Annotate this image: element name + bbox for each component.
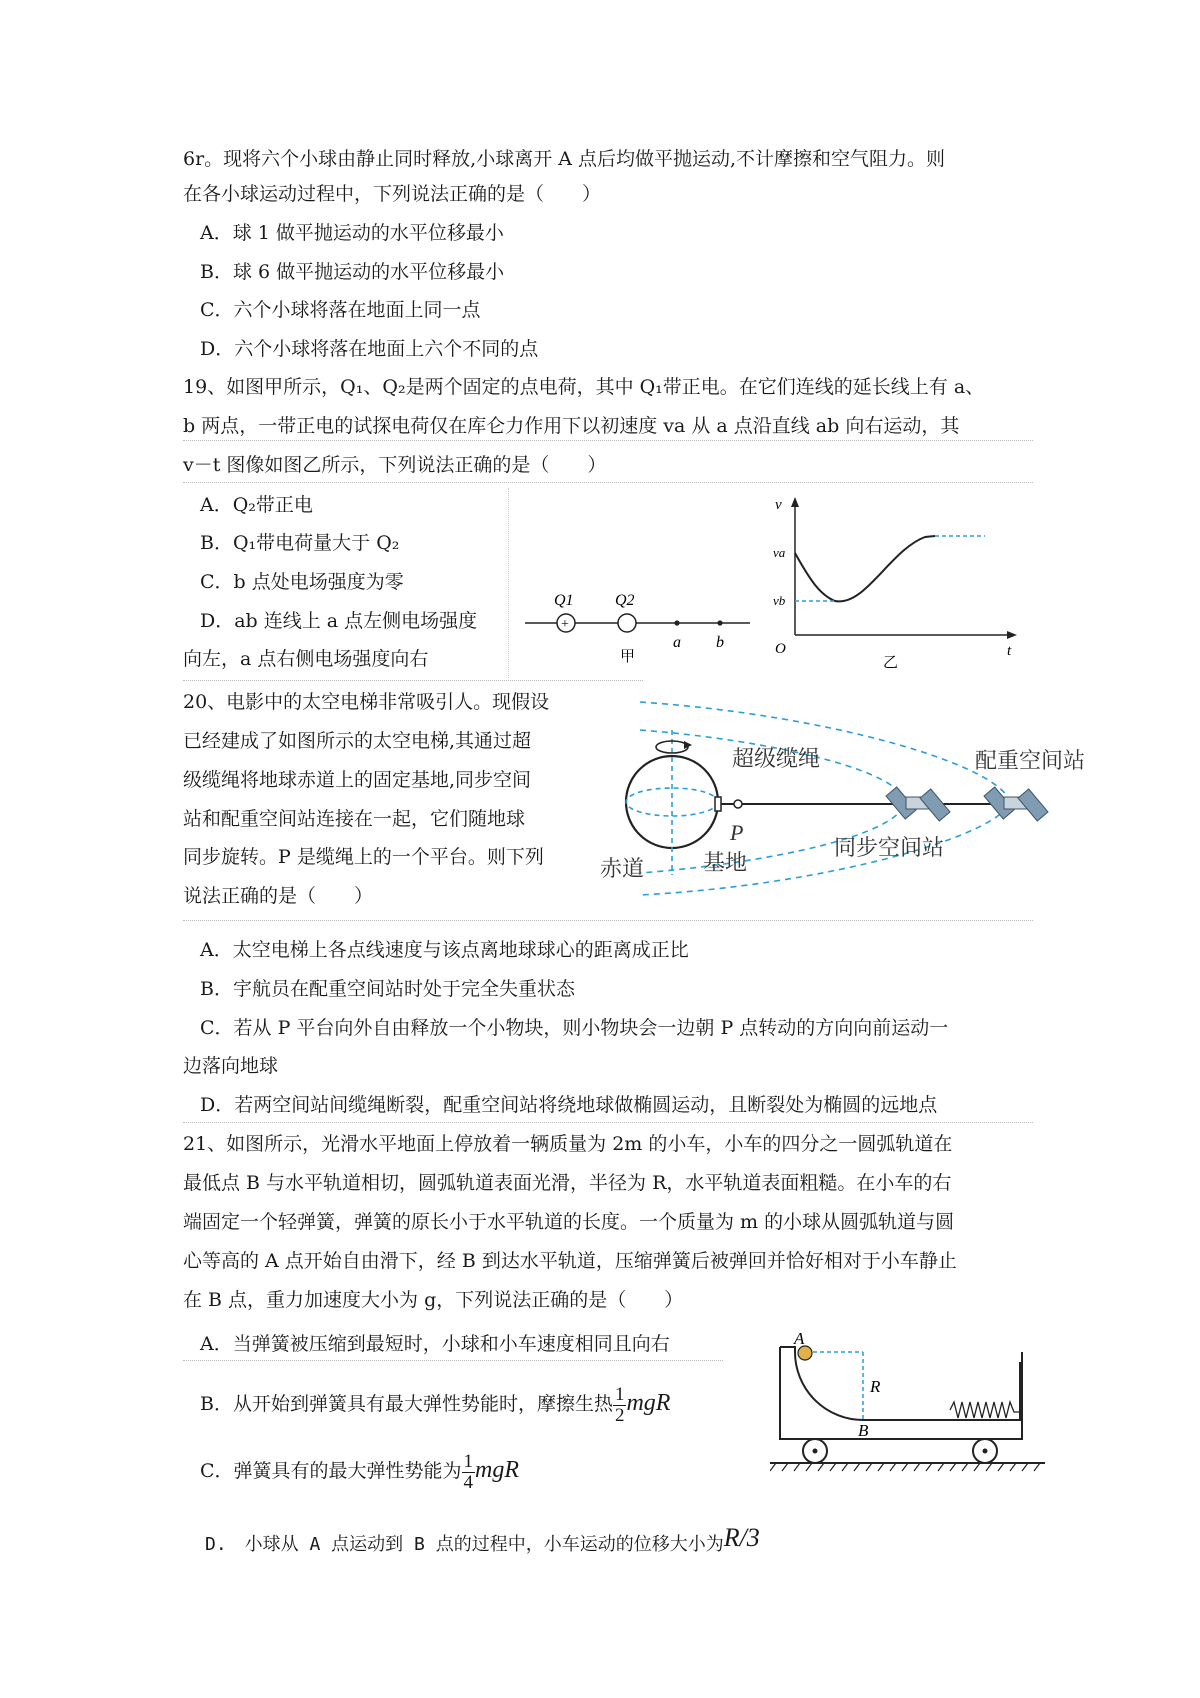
- q21-option-a: A．当弹簧被压缩到最短时，小球和小车速度相同且向右: [200, 1333, 670, 1355]
- q19-option-d-line2: 向左，a 点右侧电场强度向右: [183, 648, 429, 670]
- q20-option-c-line1: C．若从 P 平台向外自由释放一个小物块，则小物块会一边朝 P 点转动的方向向前运动一: [200, 1017, 949, 1039]
- divider: [183, 1360, 723, 1361]
- q18-option-c: C．六个小球将落在地面上同一点: [200, 299, 481, 321]
- q18-intro-line1: 6r。现将六个小球由静止同时释放,小球离开 A 点后均做平抛运动,不计摩擦和空气阻力。则: [183, 148, 946, 170]
- q20-stem-line6: 说法正确的是（ ）: [183, 885, 374, 907]
- a-label: a: [673, 634, 681, 651]
- q20-option-b: B．宇航员在配重空间站时处于完全失重状态: [200, 978, 575, 1000]
- q20-stem-line4: 站和配重空间站连接在一起，它们随地球: [183, 808, 526, 830]
- b-label: b: [716, 634, 724, 651]
- divider: [183, 440, 1033, 441]
- q18-option-d: D．六个小球将落在地面上六个不同的点: [200, 338, 539, 360]
- vb-label: vb: [773, 593, 786, 608]
- q19-stem-line2: b 两点，一带正电的试探电荷仅在库仑力作用下以初速度 va 从 a 点沿直线 ab 向右运动，其: [183, 415, 960, 437]
- point-b: [717, 620, 722, 625]
- q1-label: Q1: [554, 592, 574, 609]
- q19-stem-line3: v－t 图像如图乙所示，下列说法正确的是（ ）: [183, 454, 607, 476]
- fraction-one-half: $\frac{1}{2}$: [614, 1383, 625, 1426]
- q20-stem-line3: 级缆绳将地球赤道上的固定基地,同步空间: [183, 769, 532, 791]
- q21-stem-line1: 21、如图所示，光滑水平地面上停放着一辆质量为 2m 的小车，小车的四分之一圆弧轨道在: [183, 1133, 953, 1155]
- divider: [183, 1122, 1033, 1123]
- ground-hatch: [770, 1463, 1040, 1471]
- divider: [183, 680, 643, 681]
- t-axis-arrow-icon: [1007, 631, 1017, 639]
- q19-option-c: C．b 点处电场强度为零: [200, 571, 404, 593]
- cart-figure: [770, 1332, 1060, 1482]
- caption-yi: 乙: [883, 655, 899, 671]
- b-label: B: [858, 1421, 869, 1440]
- q18-intro-line2: 在各小球运动过程中，下列说法正确的是（ ）: [183, 183, 602, 205]
- r-over-3: R/3: [723, 1523, 760, 1552]
- va-label: va: [773, 545, 786, 560]
- q20-stem-line2: 已经建成了如图所示的太空电梯,其通过超: [183, 730, 532, 752]
- origin-label: O: [775, 641, 786, 657]
- t-label: t: [1007, 643, 1012, 659]
- base-label: 基地: [703, 850, 748, 875]
- figure-yi: [755, 495, 1020, 685]
- q21-option-d: [205, 1518, 760, 1565]
- base-icon: [715, 797, 721, 811]
- q2-label: Q2: [615, 592, 635, 609]
- divider: [183, 920, 1033, 921]
- q20-stem-line5: 同步旋转。P 是缆绳上的一个平台。则下列: [183, 846, 544, 868]
- v-label: v: [775, 497, 782, 513]
- q19-option-d-line1: D．ab 连线上 a 点左侧电场强度: [200, 610, 478, 632]
- q18-option-a: A．球 1 做平抛运动的水平位移最小: [200, 222, 504, 244]
- q19-option-b: B．Q₁带电荷量大于 Q₂: [200, 532, 400, 554]
- q21-option-b-text: B．从开始到弹簧具有最大弹性势能时，摩擦生热: [200, 1393, 613, 1415]
- q21-option-c: [200, 1442, 519, 1499]
- v-axis-arrow-icon: [791, 497, 799, 507]
- p-label: P: [730, 820, 744, 845]
- equator-label: 赤道: [600, 856, 645, 881]
- vt-curve: [795, 536, 935, 601]
- cable-label: 超级缆绳: [732, 746, 821, 771]
- q19-stem-line1: 19、如图甲所示，Q₁、Q₂是两个固定的点电荷，其中 Q₁带正电。在它们连线的延长线上有 a、: [183, 376, 985, 398]
- q20-option-d: D．若两空间站间缆绳断裂，配重空间站将绕地球做椭圆运动，且断裂处为椭圆的远地点: [200, 1094, 938, 1116]
- r-label: R: [870, 1377, 881, 1396]
- q20-option-a: A．太空电梯上各点线速度与该点离地球球心的距离成正比: [200, 939, 689, 961]
- a-label: A: [794, 1332, 805, 1348]
- q19-option-a: A．Q₂带正电: [200, 494, 313, 516]
- mgR-term: mgR: [475, 1457, 520, 1483]
- figure-jia: [520, 575, 760, 665]
- q20-stem-line1: 20、电影中的太空电梯非常吸引人。现假设: [183, 691, 550, 713]
- q21-stem-line3: 端固定一个轻弹簧，弹簧的原长小于水平轨道的长度。一个质量为 m 的小球从圆弧轨道与圆: [183, 1211, 955, 1233]
- q20-option-c-line2: 边落向地球: [183, 1055, 279, 1077]
- divider: [183, 482, 1033, 483]
- space-elevator-figure: [600, 685, 1105, 910]
- q2-charge-icon: [618, 614, 636, 632]
- spring-icon: [950, 1402, 1020, 1418]
- divider: [508, 488, 509, 678]
- point-a: [674, 620, 679, 625]
- q21-stem-line4: 心等高的 A 点开始自由滑下，经 B 到达水平轨道，压缩弹簧后被弹回并恰好相对于小车静止: [183, 1250, 957, 1272]
- caption-jia: 甲: [620, 649, 636, 665]
- cart-body: [780, 1347, 1022, 1439]
- counterweight-label: 配重空间站: [975, 748, 1086, 773]
- plus-sign: +: [561, 617, 569, 632]
- q21-option-d-text: D. 小球从 A 点运动到 B 点的过程中，小车运动的位移大小为: [205, 1534, 724, 1555]
- q21-option-b: [200, 1375, 670, 1432]
- q18-option-b: B．球 6 做平抛运动的水平位移最小: [200, 261, 505, 283]
- mgR-term: mgR: [626, 1390, 671, 1416]
- sync-station-label: 同步空间站: [834, 835, 945, 860]
- p-platform-icon: [734, 800, 742, 808]
- fraction-one-quarter: $\frac{1}{4}$: [463, 1450, 474, 1493]
- q21-stem-line2: 最低点 B 与水平轨道相切，圆弧轨道表面光滑，半径为 R，水平轨道表面粗糙。在小车的右: [183, 1172, 952, 1194]
- q21-stem-line5: 在 B 点，重力加速度大小为 g，下列说法正确的是（ ）: [183, 1289, 684, 1311]
- q21-option-c-text: C．弹簧具有的最大弹性势能为: [200, 1460, 462, 1482]
- counterweight-station-icon: [984, 787, 1048, 821]
- ball-icon: [798, 1346, 812, 1360]
